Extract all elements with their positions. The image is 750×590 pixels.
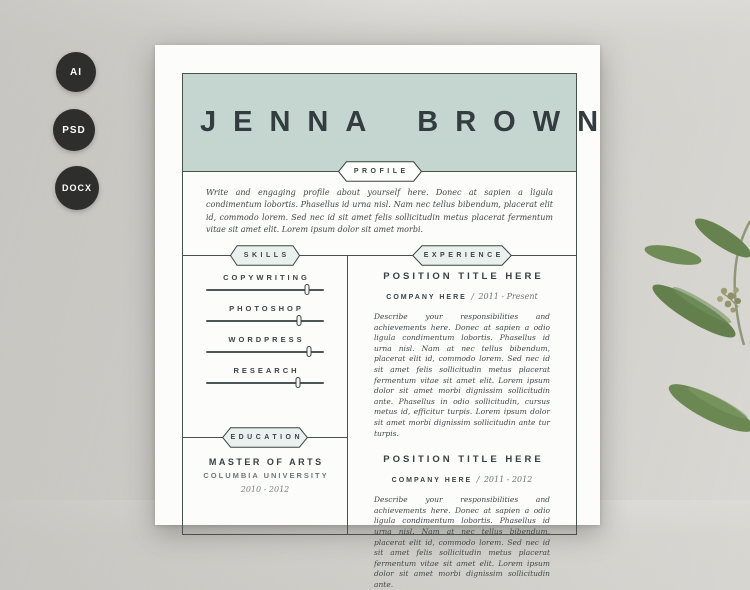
position-company: COMPANY HERE xyxy=(386,294,467,301)
resume-paper xyxy=(155,45,616,589)
plant-branch-photo xyxy=(598,195,750,500)
experience-column xyxy=(348,252,576,589)
skill-slider-handle xyxy=(297,315,302,326)
skill-row xyxy=(183,273,347,291)
skill-row xyxy=(183,335,347,353)
experience-section-badge xyxy=(412,245,512,266)
position-subtitle xyxy=(374,286,550,304)
position-block xyxy=(374,454,550,590)
skill-row xyxy=(183,304,347,322)
skill-slider xyxy=(206,382,324,384)
skill-label: RESEARCH xyxy=(233,366,300,375)
profile-section-badge xyxy=(338,161,422,182)
skill-label: WORDPRESS xyxy=(228,335,305,344)
format-badge-psd-label: PSD xyxy=(62,124,86,136)
position-dates: 2011 - 2012 xyxy=(483,475,533,485)
education-dates: 2010 - 2012 xyxy=(240,485,290,494)
skill-label: PHOTOSHOP xyxy=(229,304,304,313)
education-section-label: EDUCATION xyxy=(230,434,304,441)
format-badge-psd xyxy=(53,109,95,151)
format-badge-docx-label: DOCX xyxy=(61,183,92,193)
position-title: POSITION TITLE HERE xyxy=(383,454,544,466)
experience-section-label: EXPERIENCE xyxy=(423,252,504,259)
format-badge-ai xyxy=(56,52,96,92)
position-subtitle xyxy=(374,469,550,487)
plant-buds xyxy=(717,287,741,312)
resume-columns xyxy=(183,252,576,589)
position-separator: / xyxy=(476,475,480,485)
position-description: Describe your responsibilities and achievements here. Donec at sapien a odio ligula condimentum lobortis. Phasellus id urna nisl. Nam at nec tellus bibendum, placerat elit id, commodo lorem. Sed nec id sit amet felis sollicitudin metus placerat fermentum vitae sit amet elit. Lorem ipsum dolor sit amet morbi dignissim sollicitudin ante. Phasellus in odio sollicitudin, cursus metus id, efficitur turpis. Lorem ipsum dolor sit amet morbi dignissim sollicitudin ante tur turpis. xyxy=(374,312,550,438)
skill-slider-handle xyxy=(296,377,301,388)
profile-text: Write and engaging profile about yourself here. Donec at sapien a ligula condimentum lobortis. Phasellus id urna nisl. Nam nec tellus bibendum, placerat elit id, commodo lorem. Sed nec id sit amet felis sollicitudin metus placerat fermentum vitae sit amet elit. Lorem ipsum dolor sit amet morbi. xyxy=(206,188,553,234)
skill-row xyxy=(183,366,347,384)
skill-slider-handle xyxy=(305,284,310,295)
profile-section-label: PROFILE xyxy=(353,168,409,175)
position-title: POSITION TITLE HERE xyxy=(383,271,544,282)
position-block xyxy=(374,271,550,439)
format-badge-docx xyxy=(55,166,99,210)
skills-section-label: SKILLS xyxy=(243,252,290,259)
skill-slider xyxy=(206,351,324,353)
position-company: COMPANY HERE xyxy=(391,477,473,485)
resume-frame xyxy=(182,73,616,589)
skill-slider-handle xyxy=(306,346,311,357)
skill-slider xyxy=(206,289,324,291)
skill-slider xyxy=(206,320,324,322)
education-degree: MASTER OF ARTS xyxy=(208,457,324,467)
position-dates: 2011 - Present xyxy=(478,292,538,301)
education-school: COLUMBIA UNIVERSITY xyxy=(203,471,329,480)
skills-list xyxy=(183,256,347,437)
skills-column xyxy=(183,252,348,534)
format-badge-ai-label: AI xyxy=(70,66,82,78)
position-description: Describe your responsibilities and achievements here. Donec at sapien a odio ligula condimentum lobortis. Phasellus id urna nisl. Nam at nec tellus bibendum, placerat elit id, commodo lorem. Sed nec id sit amet felis sollicitudin metus placerat fermentum vitae sit amet elit. Lorem ipsum dolor sit amet morbi dignissim sollicitudin ante. xyxy=(374,495,550,589)
skills-section-badge xyxy=(230,245,300,266)
resume-header xyxy=(183,74,616,175)
position-separator: / xyxy=(471,292,474,301)
education-section-badge xyxy=(222,427,308,448)
education-section xyxy=(183,434,347,534)
profile-section xyxy=(183,172,576,255)
resume-name: JENNA BROWN xyxy=(200,106,616,138)
skill-label: COPYWRITING xyxy=(223,273,310,282)
